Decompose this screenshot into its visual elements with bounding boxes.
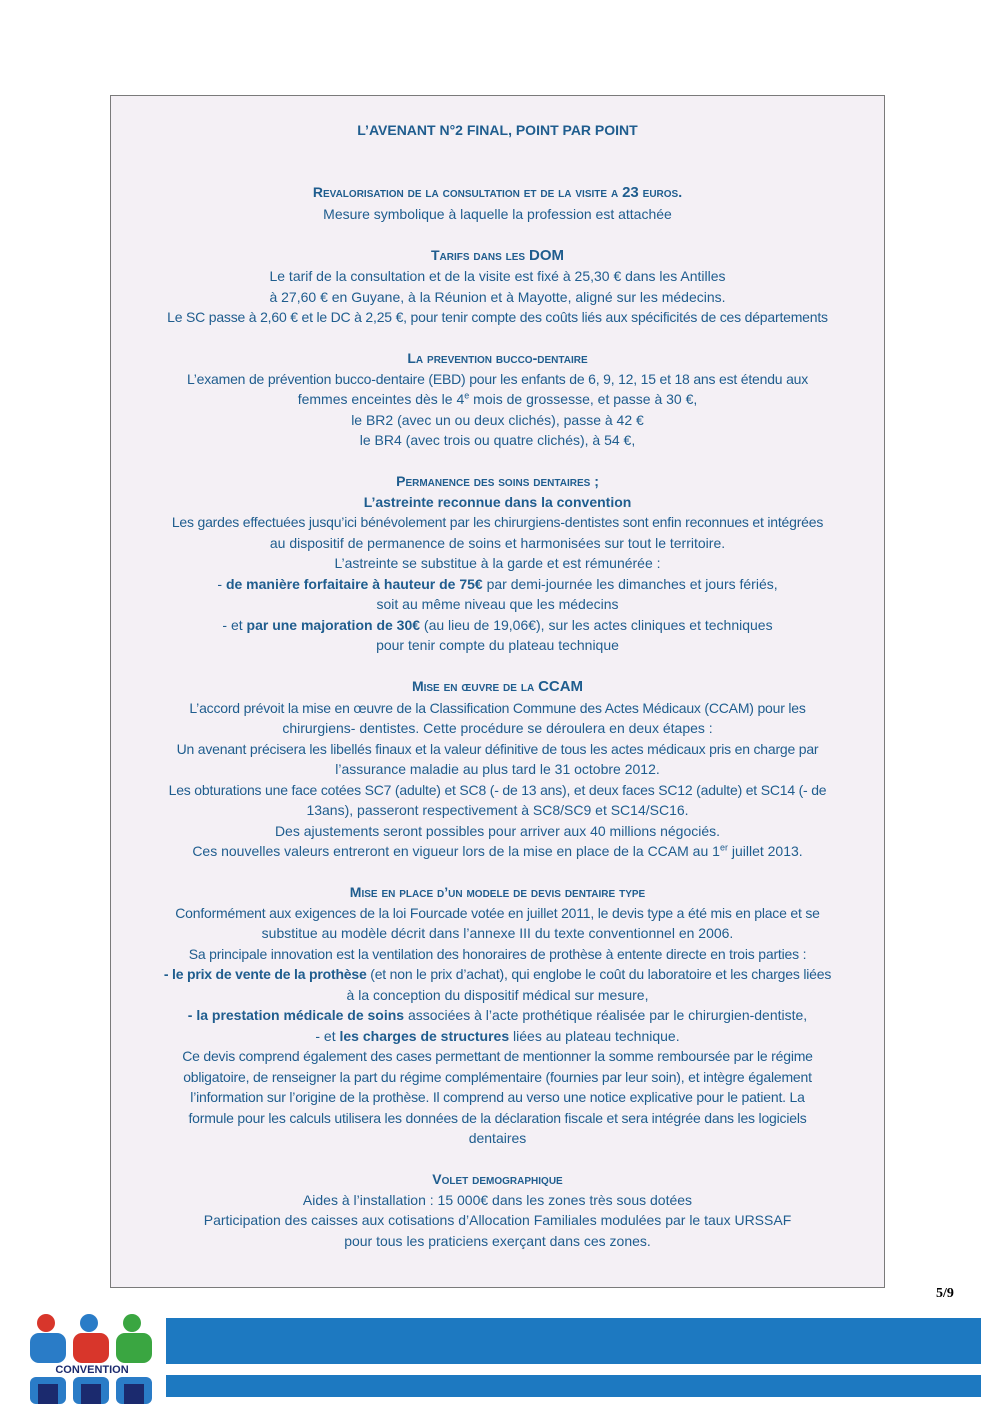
sections-container	[111, 182, 884, 1272]
text-line: Participation des caisses aux cotisations d’Allocation Familiales modulées par le taux URSSAF	[203, 1212, 792, 1228]
text-line: le BR2 (avec un ou deux clichés), passe à 42 €	[351, 411, 644, 428]
text-line: Ces nouvelles valeurs entreront en vigueur lors de la mise en place de la CCAM au 1er juillet 2013.	[192, 842, 803, 859]
text-line: l’assurance maladie au plus tard le 31 octobre 2012.	[335, 761, 660, 777]
section-heading: Permanence des soins dentaires ;	[396, 473, 599, 489]
section-revalorisation	[111, 182, 884, 224]
text-line: Mesure symbolique à laquelle la profession est attachée	[323, 205, 672, 222]
page-title: L’AVENANT N°2 FINAL, POINT PAR POINT	[357, 122, 638, 138]
text-line: Ce devis comprend également des cases permettant de mentionner la somme remboursée par le régime	[182, 1048, 813, 1064]
footer-bar-bottom	[166, 1375, 981, 1397]
text-line: chirurgiens- dentistes. Cette procédure se déroulera en deux étapes :	[282, 720, 713, 736]
logo-lower-dark-2	[81, 1384, 101, 1404]
logo-lower-dark	[38, 1384, 58, 1404]
text-line: Aides à l’installation : 15 000€ dans les zones très sous dotées	[302, 1191, 693, 1208]
text-line: Le tarif de la consultation et de la visite est fixé à 25,30 € dans les Antilles	[269, 268, 726, 284]
section-prevention	[111, 348, 884, 451]
text-line: femmes enceintes dès le 4e mois de grossesse, et passe à 30 €,	[297, 390, 698, 407]
text-line: L’accord prévoit la mise en œuvre de la Classification Commune des Actes Médicaux (CCAM) pour les	[189, 699, 806, 716]
text-line: soit au même niveau que les médecins	[376, 596, 619, 612]
text-line: le BR4 (avec trois ou quatre clichés), à 54 €,	[359, 432, 636, 448]
text-line: l’information sur l’origine de la prothèse. Il comprend au verso une notice explicative pour le patient. La	[190, 1089, 805, 1105]
logo-text: CONVENTION	[55, 1364, 129, 1376]
logo-head-red	[37, 1314, 55, 1332]
text-line: - la prestation médicale de soins associées à l’acte prothétique réalisée par le chirurgien-dentiste,	[187, 1007, 808, 1023]
text-line: Des ajustements seront possibles pour arriver aux 40 millions négociés.	[274, 822, 721, 839]
section-heading: Tarifs dans les DOM	[430, 246, 564, 264]
section-ccam	[111, 676, 884, 862]
logo-body-green	[116, 1333, 152, 1363]
logo-head-blue	[80, 1314, 98, 1332]
text-line: - de manière forfaitaire à hauteur de 75€ par demi-journée les dimanches et jours fériés,	[217, 575, 778, 592]
text-line: 13ans), passeront respectivement à SC8/SC9 et SC14/SC16.	[306, 802, 689, 818]
convention-logo	[28, 1314, 158, 1404]
text-line: - et les charges de structures liées au plateau technique.	[315, 1027, 680, 1044]
text-line: à la conception du dispositif médical sur mesure,	[346, 986, 649, 1003]
text-line: pour tous les praticiens exerçant dans ces zones.	[344, 1232, 651, 1249]
section-heading: Revalorisation de la consultation et de la visite a 23 euros.	[312, 184, 683, 201]
text-line: - et par une majoration de 30€ (au lieu de 19,06€), sur les actes cliniques et techniques	[222, 616, 773, 633]
section-dom	[111, 245, 884, 328]
section-subheading: L’astreinte reconnue dans la convention	[363, 493, 632, 510]
text-line: obligatoire, de renseigner la part du régime complémentaire (fournies par leur soin), et intègre également	[183, 1068, 812, 1085]
text-line: pour tenir compte du plateau technique	[376, 637, 619, 653]
section-devis	[111, 882, 884, 1149]
section-heading: Mise en place d’un modele de devis dentaire type	[349, 884, 646, 900]
text-line: au dispositif de permanence de soins et harmonisées sur tout le territoire.	[269, 534, 726, 551]
logo-body-blue	[30, 1333, 66, 1363]
footer-bar-top	[166, 1318, 981, 1364]
text-line: Conformément aux exigences de la loi Fourcade votée en juillet 2011, le devis type a été mis en place et se	[175, 904, 820, 921]
text-line: - le prix de vente de la prothèse (et non le prix d’achat), qui englobe le coût du laboratoire et les charges liées	[163, 966, 832, 982]
text-line: Un avenant précisera les libellés finaux et la valeur définitive de tous les actes médicaux pris en charge par	[176, 740, 819, 757]
section-demographie	[111, 1169, 884, 1251]
text-line: à 27,60 € en Guyane, à la Réunion et à Mayotte, aligné sur les médecins.	[269, 288, 726, 305]
section-permanence	[111, 471, 884, 656]
text-line: L’examen de prévention bucco-dentaire (EBD) pour les enfants de 6, 9, 12, 15 et 18 ans est étendu aux	[186, 370, 809, 387]
text-line: substitue au modèle décrit dans l’annexe III du texte conventionnel en 2006.	[261, 925, 734, 941]
text-line: Le SC passe à 2,60 € et le DC à 2,25 €, pour tenir compte des coûts liés aux spécificités de ces départements	[167, 309, 828, 325]
text-line: dentaires	[468, 1130, 527, 1146]
text-line: Les gardes effectuées jusqu’ici bénévolement par les chirurgiens-dentistes sont enfin reconnues et intégrées	[171, 514, 824, 530]
section-heading: La prevention bucco-dentaire	[407, 350, 588, 366]
section-heading: Mise en œuvre de la CCAM	[411, 678, 584, 695]
page-number: 5/9	[936, 1286, 954, 1301]
text-line: formule pour les calculs utilisera les données de la déclaration fiscale et sera intégrée dans les logiciels	[188, 1109, 807, 1126]
logo-lower-dark-3	[124, 1384, 144, 1404]
text-line: L’astreinte se substitue à la garde et est rémunérée :	[334, 555, 661, 571]
logo-body-red	[73, 1333, 109, 1363]
text-line: Sa principale innovation est la ventilation des honoraires de prothèse à entente directe en trois parties :	[188, 945, 807, 962]
document-frame	[110, 95, 885, 1288]
logo-head-green	[123, 1314, 141, 1332]
section-heading: Volet demographique	[432, 1171, 563, 1187]
text-line: Les obturations une face cotées SC7 (adulte) et SC8 (- de 13 ans), et deux faces SC12 (adulte) et SC14 (- de	[168, 781, 827, 798]
